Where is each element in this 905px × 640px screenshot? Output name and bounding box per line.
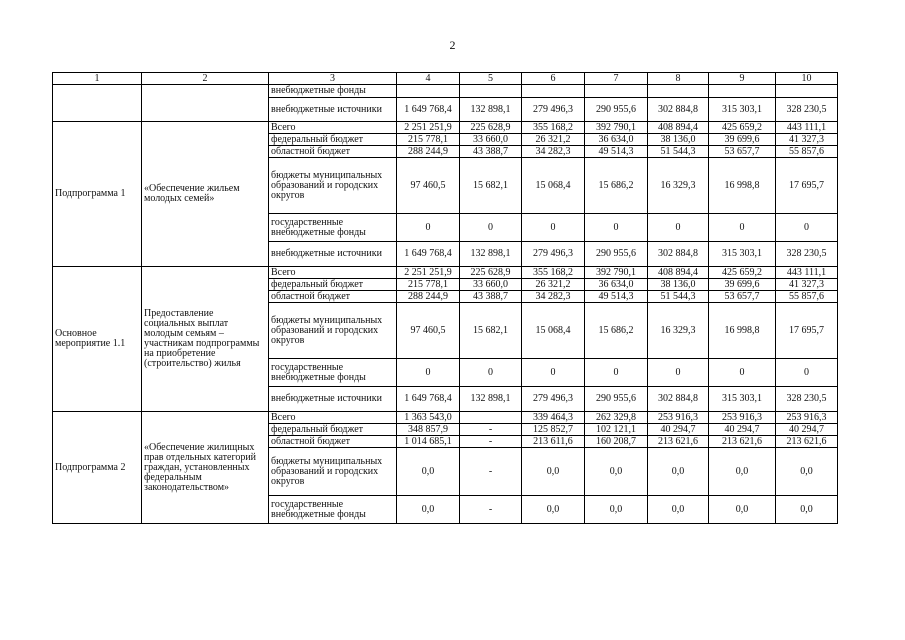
column-number-cell: 9 (709, 73, 776, 85)
amount-cell: 0 (776, 359, 838, 387)
amount-cell: 17 695,7 (776, 158, 838, 214)
column-number-cell: 5 (460, 73, 522, 85)
funding-source-cell: Всего (269, 122, 397, 134)
amount-cell: 348 857,9 (397, 424, 460, 436)
amount-cell (522, 85, 585, 98)
table-row (53, 412, 838, 424)
amount-cell: 339 464,3 (522, 412, 585, 424)
program-name-cell (53, 85, 142, 122)
amount-cell: 225 628,9 (460, 122, 522, 134)
table-row (53, 267, 838, 279)
amount-cell (709, 85, 776, 98)
amount-cell: 0 (585, 359, 648, 387)
amount-cell: 279 496,3 (522, 387, 585, 412)
amount-cell: 215 778,1 (397, 279, 460, 291)
amount-cell: 0 (397, 359, 460, 387)
amount-cell: 1 014 685,1 (397, 436, 460, 448)
column-number-cell: 4 (397, 73, 460, 85)
amount-cell: 0,0 (648, 448, 709, 496)
funding-source-cell: внебюджетные источники (269, 98, 397, 122)
amount-cell: 279 496,3 (522, 242, 585, 267)
amount-cell: 33 660,0 (460, 134, 522, 146)
program-description-cell: «Обеспечение жилищных прав отдельных категорий граждан, установленных федеральным законодательством» (142, 412, 269, 524)
amount-cell: 132 898,1 (460, 98, 522, 122)
funding-source-cell: федеральный бюджет (269, 279, 397, 291)
amount-cell: 34 282,3 (522, 291, 585, 303)
program-name-cell: Подпрограмма 2 (53, 412, 142, 524)
amount-cell: 302 884,8 (648, 98, 709, 122)
amount-cell: 302 884,8 (648, 387, 709, 412)
amount-cell: 253 916,3 (776, 412, 838, 424)
amount-cell: 215 778,1 (397, 134, 460, 146)
amount-cell: 36 634,0 (585, 134, 648, 146)
amount-cell: 51 544,3 (648, 146, 709, 158)
amount-cell: - (460, 424, 522, 436)
amount-cell: 262 329,8 (585, 412, 648, 424)
amount-cell: 1 649 768,4 (397, 98, 460, 122)
funding-source-cell: государственные внебюджетные фонды (269, 496, 397, 524)
amount-cell: 443 111,1 (776, 267, 838, 279)
amount-cell: 0 (648, 359, 709, 387)
amount-cell: 39 699,6 (709, 134, 776, 146)
amount-cell: 2 251 251,9 (397, 122, 460, 134)
funding-source-cell: государственные внебюджетные фонды (269, 214, 397, 242)
amount-cell: 26 321,2 (522, 279, 585, 291)
amount-cell: 16 329,3 (648, 158, 709, 214)
amount-cell: 15 686,2 (585, 303, 648, 359)
amount-cell: 38 136,0 (648, 134, 709, 146)
amount-cell: 392 790,1 (585, 122, 648, 134)
amount-cell: 315 303,1 (709, 242, 776, 267)
amount-cell: 33 660,0 (460, 279, 522, 291)
amount-cell: 0,0 (585, 448, 648, 496)
funding-source-cell: Всего (269, 267, 397, 279)
amount-cell: 15 682,1 (460, 158, 522, 214)
amount-cell: 213 621,6 (648, 436, 709, 448)
amount-cell: 0,0 (585, 496, 648, 524)
amount-cell: 160 208,7 (585, 436, 648, 448)
amount-cell: 97 460,5 (397, 303, 460, 359)
amount-cell: 132 898,1 (460, 242, 522, 267)
amount-cell: 279 496,3 (522, 98, 585, 122)
amount-cell: 16 998,8 (709, 158, 776, 214)
funding-source-cell: бюджеты муниципальных образований и городских округов (269, 158, 397, 214)
amount-cell: 0 (397, 214, 460, 242)
funding-source-cell: федеральный бюджет (269, 134, 397, 146)
funding-source-cell: внебюджетные фонды (269, 85, 397, 98)
amount-cell: 43 388,7 (460, 291, 522, 303)
amount-cell: 15 686,2 (585, 158, 648, 214)
amount-cell: 1 649 768,4 (397, 387, 460, 412)
amount-cell: 1 363 543,0 (397, 412, 460, 424)
funding-source-cell: областной бюджет (269, 436, 397, 448)
page-number: 2 (449, 38, 456, 52)
amount-cell: - (460, 436, 522, 448)
column-number-cell: 2 (142, 73, 269, 85)
funding-source-cell: внебюджетные источники (269, 387, 397, 412)
amount-cell: 0,0 (522, 496, 585, 524)
amount-cell: 0 (460, 214, 522, 242)
column-number-cell: 8 (648, 73, 709, 85)
program-description-cell (142, 85, 269, 122)
amount-cell: 53 657,7 (709, 146, 776, 158)
amount-cell: 0,0 (397, 496, 460, 524)
amount-cell: 213 621,6 (709, 436, 776, 448)
funding-source-cell: государственные внебюджетные фонды (269, 359, 397, 387)
header-row (53, 73, 838, 85)
column-number-cell: 1 (53, 73, 142, 85)
budget-table (52, 72, 838, 524)
amount-cell: 425 659,2 (709, 122, 776, 134)
amount-cell: 17 695,7 (776, 303, 838, 359)
amount-cell: 0 (585, 214, 648, 242)
amount-cell: 355 168,2 (522, 122, 585, 134)
amount-cell: 213 621,6 (776, 436, 838, 448)
amount-cell: 0,0 (648, 496, 709, 524)
amount-cell: 132 898,1 (460, 387, 522, 412)
amount-cell: 328 230,5 (776, 242, 838, 267)
program-name-cell: Основное мероприятие 1.1 (53, 267, 142, 412)
funding-source-cell: Всего (269, 412, 397, 424)
amount-cell: 41 327,3 (776, 134, 838, 146)
amount-cell: 443 111,1 (776, 122, 838, 134)
amount-cell: 51 544,3 (648, 291, 709, 303)
column-number-cell: 3 (269, 73, 397, 85)
amount-cell: 36 634,0 (585, 279, 648, 291)
amount-cell: 1 649 768,4 (397, 242, 460, 267)
amount-cell: 288 244,9 (397, 146, 460, 158)
amount-cell (397, 85, 460, 98)
amount-cell: 0,0 (522, 448, 585, 496)
amount-cell: 425 659,2 (709, 267, 776, 279)
amount-cell: 392 790,1 (585, 267, 648, 279)
amount-cell: 328 230,5 (776, 98, 838, 122)
amount-cell: 408 894,4 (648, 122, 709, 134)
amount-cell: 39 699,6 (709, 279, 776, 291)
column-number-cell: 10 (776, 73, 838, 85)
amount-cell: 0 (460, 359, 522, 387)
program-name-cell: Подпрограмма 1 (53, 122, 142, 267)
column-number-cell: 7 (585, 73, 648, 85)
amount-cell: 15 068,4 (522, 303, 585, 359)
amount-cell: 16 329,3 (648, 303, 709, 359)
amount-cell: - (460, 448, 522, 496)
amount-cell: 40 294,7 (709, 424, 776, 436)
amount-cell: 55 857,6 (776, 146, 838, 158)
amount-cell: 408 894,4 (648, 267, 709, 279)
amount-cell: 315 303,1 (709, 98, 776, 122)
amount-cell: 40 294,7 (648, 424, 709, 436)
amount-cell: 0 (522, 214, 585, 242)
amount-cell: 290 955,6 (585, 98, 648, 122)
program-description-cell: «Обеспечение жильем молодых семей» (142, 122, 269, 267)
amount-cell: 0,0 (709, 448, 776, 496)
program-description-cell: Предоставление социальных выплат молодым семьям – участникам подпрограммы на приобретение (строительство) жилья (142, 267, 269, 412)
amount-cell: 225 628,9 (460, 267, 522, 279)
funding-source-cell: внебюджетные источники (269, 242, 397, 267)
amount-cell: 213 611,6 (522, 436, 585, 448)
funding-source-cell: бюджеты муниципальных образований и городских округов (269, 448, 397, 496)
amount-cell: 53 657,7 (709, 291, 776, 303)
amount-cell (460, 85, 522, 98)
funding-source-cell: областной бюджет (269, 146, 397, 158)
amount-cell: 97 460,5 (397, 158, 460, 214)
amount-cell: 49 514,3 (585, 291, 648, 303)
amount-cell: 0,0 (776, 496, 838, 524)
amount-cell: 15 068,4 (522, 158, 585, 214)
amount-cell: 0 (709, 214, 776, 242)
amount-cell: 0,0 (397, 448, 460, 496)
amount-cell: 125 852,7 (522, 424, 585, 436)
amount-cell: 43 388,7 (460, 146, 522, 158)
amount-cell: 102 121,1 (585, 424, 648, 436)
amount-cell: 0 (648, 214, 709, 242)
amount-cell: 16 998,8 (709, 303, 776, 359)
table-row (53, 85, 838, 98)
amount-cell: 290 955,6 (585, 387, 648, 412)
funding-source-cell: бюджеты муниципальных образований и городских округов (269, 303, 397, 359)
amount-cell: 0 (522, 359, 585, 387)
amount-cell: 253 916,3 (709, 412, 776, 424)
amount-cell (648, 85, 709, 98)
amount-cell: 38 136,0 (648, 279, 709, 291)
amount-cell: 55 857,6 (776, 291, 838, 303)
amount-cell: 290 955,6 (585, 242, 648, 267)
amount-cell: 40 294,7 (776, 424, 838, 436)
amount-cell: 0,0 (709, 496, 776, 524)
column-number-cell: 6 (522, 73, 585, 85)
amount-cell: 0 (709, 359, 776, 387)
amount-cell: 34 282,3 (522, 146, 585, 158)
funding-source-cell: федеральный бюджет (269, 424, 397, 436)
amount-cell: 328 230,5 (776, 387, 838, 412)
table-row (53, 122, 838, 134)
amount-cell: 26 321,2 (522, 134, 585, 146)
amount-cell: 15 682,1 (460, 303, 522, 359)
amount-cell: 315 303,1 (709, 387, 776, 412)
funding-source-cell: областной бюджет (269, 291, 397, 303)
amount-cell: 302 884,8 (648, 242, 709, 267)
amount-cell (460, 412, 522, 424)
amount-cell (585, 85, 648, 98)
amount-cell: 41 327,3 (776, 279, 838, 291)
amount-cell: - (460, 496, 522, 524)
amount-cell: 288 244,9 (397, 291, 460, 303)
amount-cell: 253 916,3 (648, 412, 709, 424)
amount-cell: 2 251 251,9 (397, 267, 460, 279)
amount-cell: 49 514,3 (585, 146, 648, 158)
amount-cell: 0,0 (776, 448, 838, 496)
amount-cell: 0 (776, 214, 838, 242)
amount-cell (776, 85, 838, 98)
amount-cell: 355 168,2 (522, 267, 585, 279)
